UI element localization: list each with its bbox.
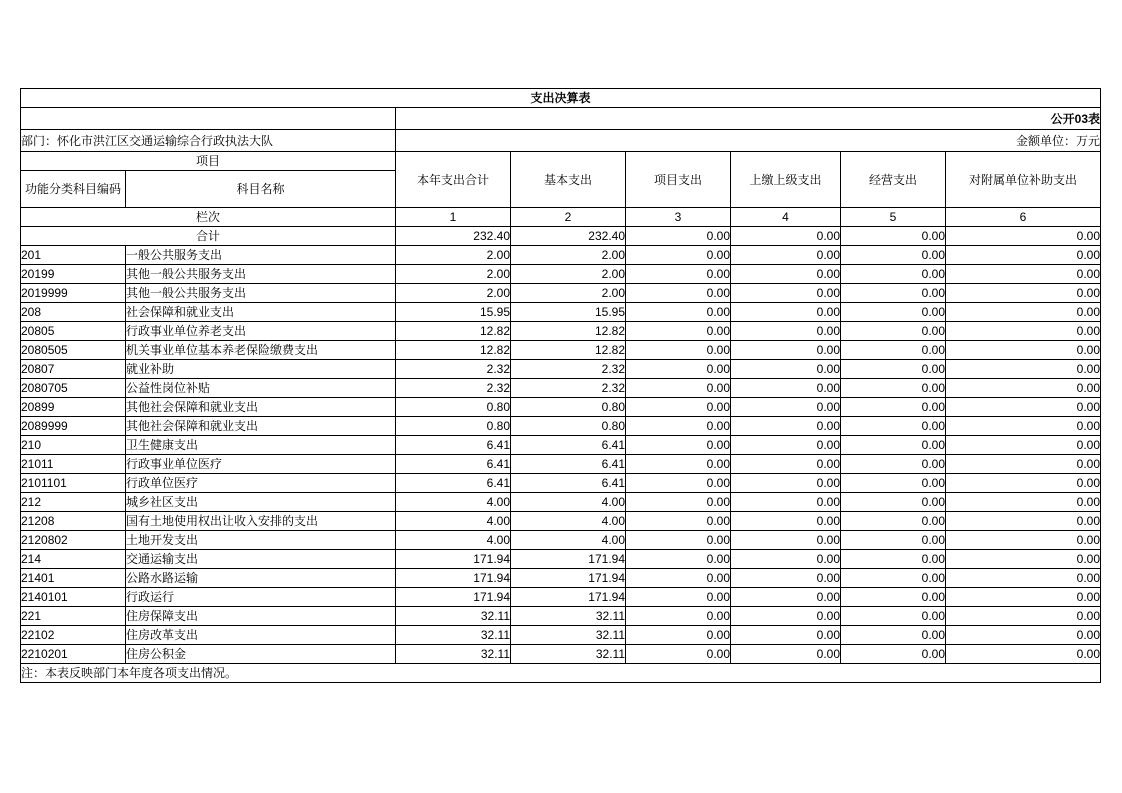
row-code: 210 [21, 436, 126, 455]
page-title: 支出决算表 [21, 89, 1101, 108]
row-value-2: 32.11 [511, 645, 626, 664]
row-code: 20805 [21, 322, 126, 341]
row-value-6: 0.00 [946, 493, 1101, 512]
row-value-4: 0.00 [731, 493, 841, 512]
row-code: 2140101 [21, 588, 126, 607]
table-row [21, 512, 1101, 531]
row-value-2: 2.00 [511, 265, 626, 284]
row-value-6: 0.00 [946, 246, 1101, 265]
row-value-6: 0.00 [946, 588, 1101, 607]
row-value-5: 0.00 [841, 398, 946, 417]
row-value-2: 2.32 [511, 360, 626, 379]
row-value-6: 0.00 [946, 626, 1101, 645]
department-row [21, 130, 1101, 152]
row-value-6: 0.00 [946, 455, 1101, 474]
row-value-1: 2.00 [396, 284, 511, 303]
row-value-6: 0.00 [946, 474, 1101, 493]
header-code: 功能分类科目编码 [21, 171, 126, 208]
row-value-5: 0.00 [841, 246, 946, 265]
row-value-3: 0.00 [626, 550, 731, 569]
row-code: 2210201 [21, 645, 126, 664]
row-value-1: 4.00 [396, 493, 511, 512]
row-value-5: 0.00 [841, 341, 946, 360]
row-value-3: 0.00 [626, 265, 731, 284]
row-value-3: 0.00 [626, 645, 731, 664]
row-name: 其他社会保障和就业支出 [126, 417, 396, 436]
row-value-5: 0.00 [841, 569, 946, 588]
row-value-3: 0.00 [626, 531, 731, 550]
row-value-4: 0.00 [731, 512, 841, 531]
row-value-3: 0.00 [626, 493, 731, 512]
header-col1: 本年支出合计 [396, 152, 511, 208]
row-value-1: 0.80 [396, 417, 511, 436]
row-value-2: 2.32 [511, 379, 626, 398]
row-value-6: 0.00 [946, 417, 1101, 436]
row-value-3: 0.00 [626, 341, 731, 360]
row-value-6: 0.00 [946, 341, 1101, 360]
row-code: 2019999 [21, 284, 126, 303]
row-value-4: 0.00 [731, 303, 841, 322]
public-table-label: 公开03表 [396, 108, 1101, 130]
row-value-5: 0.00 [841, 322, 946, 341]
colnum-2: 2 [511, 208, 626, 227]
row-value-6: 0.00 [946, 607, 1101, 626]
row-value-6: 0.00 [946, 645, 1101, 664]
row-value-5: 0.00 [841, 436, 946, 455]
row-value-6: 0.00 [946, 303, 1101, 322]
row-value-5: 0.00 [841, 645, 946, 664]
row-value-6: 0.00 [946, 360, 1101, 379]
row-name: 一般公共服务支出 [126, 246, 396, 265]
table-row [21, 341, 1101, 360]
row-code: 221 [21, 607, 126, 626]
header-group-row [21, 152, 1101, 171]
row-name: 其他一般公共服务支出 [126, 265, 396, 284]
colnum-1: 1 [396, 208, 511, 227]
row-value-6: 0.00 [946, 436, 1101, 455]
row-value-3: 0.00 [626, 626, 731, 645]
blank-cell-left [21, 108, 396, 130]
row-code: 20807 [21, 360, 126, 379]
row-name: 国有土地使用权出让收入安排的支出 [126, 512, 396, 531]
row-name: 其他社会保障和就业支出 [126, 398, 396, 417]
row-value-4: 0.00 [731, 360, 841, 379]
row-value-1: 15.95 [396, 303, 511, 322]
row-value-6: 0.00 [946, 265, 1101, 284]
table-row [21, 303, 1101, 322]
row-value-1: 12.82 [396, 341, 511, 360]
row-value-6: 0.00 [946, 569, 1101, 588]
row-value-4: 0.00 [731, 417, 841, 436]
row-value-3: 0.00 [626, 360, 731, 379]
page-container [20, 88, 1100, 683]
row-code: 21011 [21, 455, 126, 474]
row-name: 社会保障和就业支出 [126, 303, 396, 322]
table-note: 注：本表反映部门本年度各项支出情况。 [21, 664, 1101, 683]
table-row [21, 645, 1101, 664]
row-value-2: 171.94 [511, 569, 626, 588]
row-value-1: 2.32 [396, 379, 511, 398]
total-value-6: 0.00 [946, 227, 1101, 246]
row-code: 214 [21, 550, 126, 569]
row-value-5: 0.00 [841, 531, 946, 550]
table-row [21, 569, 1101, 588]
row-code: 212 [21, 493, 126, 512]
row-value-1: 32.11 [396, 626, 511, 645]
table-row [21, 246, 1101, 265]
row-value-4: 0.00 [731, 626, 841, 645]
public-label-row [21, 108, 1101, 130]
row-name: 就业补助 [126, 360, 396, 379]
row-code: 21401 [21, 569, 126, 588]
row-name: 行政运行 [126, 588, 396, 607]
row-value-6: 0.00 [946, 550, 1101, 569]
table-row [21, 474, 1101, 493]
row-value-1: 0.80 [396, 398, 511, 417]
total-value-3: 0.00 [626, 227, 731, 246]
row-value-1: 32.11 [396, 607, 511, 626]
row-value-6: 0.00 [946, 379, 1101, 398]
row-value-2: 4.00 [511, 493, 626, 512]
row-value-2: 4.00 [511, 512, 626, 531]
row-value-2: 32.11 [511, 626, 626, 645]
header-col5: 经营支出 [841, 152, 946, 208]
header-col6: 对附属单位补助支出 [946, 152, 1101, 208]
row-value-4: 0.00 [731, 455, 841, 474]
row-value-2: 0.80 [511, 398, 626, 417]
row-value-5: 0.00 [841, 379, 946, 398]
row-value-5: 0.00 [841, 303, 946, 322]
row-value-2: 15.95 [511, 303, 626, 322]
row-value-4: 0.00 [731, 588, 841, 607]
row-value-2: 12.82 [511, 341, 626, 360]
row-value-6: 0.00 [946, 398, 1101, 417]
row-value-5: 0.00 [841, 607, 946, 626]
colnum-4: 4 [731, 208, 841, 227]
table-row [21, 493, 1101, 512]
row-value-4: 0.00 [731, 265, 841, 284]
title-row [21, 89, 1101, 108]
total-row-label: 合计 [21, 227, 396, 246]
row-value-3: 0.00 [626, 569, 731, 588]
row-value-2: 2.00 [511, 246, 626, 265]
row-value-3: 0.00 [626, 322, 731, 341]
header-name: 科目名称 [126, 171, 396, 208]
row-value-5: 0.00 [841, 588, 946, 607]
row-value-2: 0.80 [511, 417, 626, 436]
amount-unit: 金额单位：万元 [396, 130, 1101, 152]
row-name: 住房公积金 [126, 645, 396, 664]
row-value-4: 0.00 [731, 531, 841, 550]
row-value-4: 0.00 [731, 246, 841, 265]
note-row [21, 664, 1101, 683]
column-number-row [21, 208, 1101, 227]
total-value-1: 232.40 [396, 227, 511, 246]
header-col3: 项目支出 [626, 152, 731, 208]
row-value-2: 171.94 [511, 550, 626, 569]
colnum-3: 3 [626, 208, 731, 227]
row-value-6: 0.00 [946, 531, 1101, 550]
row-value-1: 171.94 [396, 588, 511, 607]
row-code: 22102 [21, 626, 126, 645]
row-code: 20899 [21, 398, 126, 417]
row-value-3: 0.00 [626, 379, 731, 398]
row-name: 行政单位医疗 [126, 474, 396, 493]
colnum-5: 5 [841, 208, 946, 227]
row-value-3: 0.00 [626, 303, 731, 322]
row-value-5: 0.00 [841, 493, 946, 512]
row-name: 公路水路运输 [126, 569, 396, 588]
department-line: 部门：怀化市洪江区交通运输综合行政执法大队 [21, 130, 396, 152]
row-value-5: 0.00 [841, 417, 946, 436]
table-row [21, 436, 1101, 455]
row-value-3: 0.00 [626, 284, 731, 303]
table-row [21, 455, 1101, 474]
header-group-item: 项目 [21, 152, 396, 171]
row-value-1: 32.11 [396, 645, 511, 664]
row-value-1: 6.41 [396, 455, 511, 474]
row-value-5: 0.00 [841, 626, 946, 645]
row-code: 2120802 [21, 531, 126, 550]
row-value-2: 6.41 [511, 436, 626, 455]
row-value-5: 0.00 [841, 284, 946, 303]
row-code: 2080505 [21, 341, 126, 360]
table-body [21, 89, 1101, 683]
row-code: 21208 [21, 512, 126, 531]
row-value-2: 6.41 [511, 474, 626, 493]
row-value-3: 0.00 [626, 417, 731, 436]
row-name: 交通运输支出 [126, 550, 396, 569]
row-value-1: 2.32 [396, 360, 511, 379]
table-row [21, 626, 1101, 645]
row-name: 住房改革支出 [126, 626, 396, 645]
row-value-1: 6.41 [396, 474, 511, 493]
row-value-3: 0.00 [626, 398, 731, 417]
row-name: 住房保障支出 [126, 607, 396, 626]
row-value-4: 0.00 [731, 645, 841, 664]
row-name: 机关事业单位基本养老保险缴费支出 [126, 341, 396, 360]
row-value-3: 0.00 [626, 436, 731, 455]
table-row [21, 531, 1101, 550]
expenditure-final-accounts-table [20, 88, 1101, 683]
table-row [21, 398, 1101, 417]
row-value-6: 0.00 [946, 284, 1101, 303]
table-row [21, 607, 1101, 626]
row-value-3: 0.00 [626, 588, 731, 607]
row-value-4: 0.00 [731, 398, 841, 417]
row-code: 2080705 [21, 379, 126, 398]
row-value-4: 0.00 [731, 569, 841, 588]
row-value-1: 4.00 [396, 531, 511, 550]
row-value-1: 2.00 [396, 246, 511, 265]
row-name: 其他一般公共服务支出 [126, 284, 396, 303]
header-col2: 基本支出 [511, 152, 626, 208]
row-code: 201 [21, 246, 126, 265]
row-value-4: 0.00 [731, 341, 841, 360]
row-value-2: 32.11 [511, 607, 626, 626]
column-row-label: 栏次 [21, 208, 396, 227]
row-value-5: 0.00 [841, 474, 946, 493]
row-value-4: 0.00 [731, 284, 841, 303]
table-row [21, 284, 1101, 303]
row-value-5: 0.00 [841, 265, 946, 284]
row-value-5: 0.00 [841, 550, 946, 569]
row-value-6: 0.00 [946, 322, 1101, 341]
row-value-4: 0.00 [731, 436, 841, 455]
row-code: 20199 [21, 265, 126, 284]
row-value-3: 0.00 [626, 246, 731, 265]
row-value-3: 0.00 [626, 512, 731, 531]
row-value-4: 0.00 [731, 550, 841, 569]
row-value-2: 4.00 [511, 531, 626, 550]
row-value-2: 12.82 [511, 322, 626, 341]
table-row [21, 588, 1101, 607]
total-value-4: 0.00 [731, 227, 841, 246]
row-name: 行政事业单位医疗 [126, 455, 396, 474]
row-value-6: 0.00 [946, 512, 1101, 531]
colnum-6: 6 [946, 208, 1101, 227]
table-row [21, 322, 1101, 341]
row-value-5: 0.00 [841, 512, 946, 531]
total-value-5: 0.00 [841, 227, 946, 246]
row-code: 208 [21, 303, 126, 322]
header-col4: 上缴上级支出 [731, 152, 841, 208]
table-row [21, 265, 1101, 284]
row-name: 土地开发支出 [126, 531, 396, 550]
row-name: 卫生健康支出 [126, 436, 396, 455]
total-row [21, 227, 1101, 246]
row-code: 2101101 [21, 474, 126, 493]
row-value-2: 171.94 [511, 588, 626, 607]
row-value-4: 0.00 [731, 322, 841, 341]
row-value-1: 12.82 [396, 322, 511, 341]
row-value-3: 0.00 [626, 455, 731, 474]
table-row [21, 417, 1101, 436]
row-value-3: 0.00 [626, 474, 731, 493]
row-value-2: 2.00 [511, 284, 626, 303]
row-value-4: 0.00 [731, 379, 841, 398]
row-value-5: 0.00 [841, 455, 946, 474]
row-name: 公益性岗位补贴 [126, 379, 396, 398]
row-value-2: 6.41 [511, 455, 626, 474]
row-name: 行政事业单位养老支出 [126, 322, 396, 341]
row-value-1: 2.00 [396, 265, 511, 284]
row-value-3: 0.00 [626, 607, 731, 626]
row-value-1: 171.94 [396, 569, 511, 588]
row-value-4: 0.00 [731, 474, 841, 493]
table-row [21, 379, 1101, 398]
row-value-1: 4.00 [396, 512, 511, 531]
row-value-4: 0.00 [731, 607, 841, 626]
row-value-5: 0.00 [841, 360, 946, 379]
table-row [21, 550, 1101, 569]
row-value-1: 6.41 [396, 436, 511, 455]
row-code: 2089999 [21, 417, 126, 436]
row-value-1: 171.94 [396, 550, 511, 569]
total-value-2: 232.40 [511, 227, 626, 246]
table-row [21, 360, 1101, 379]
row-name: 城乡社区支出 [126, 493, 396, 512]
